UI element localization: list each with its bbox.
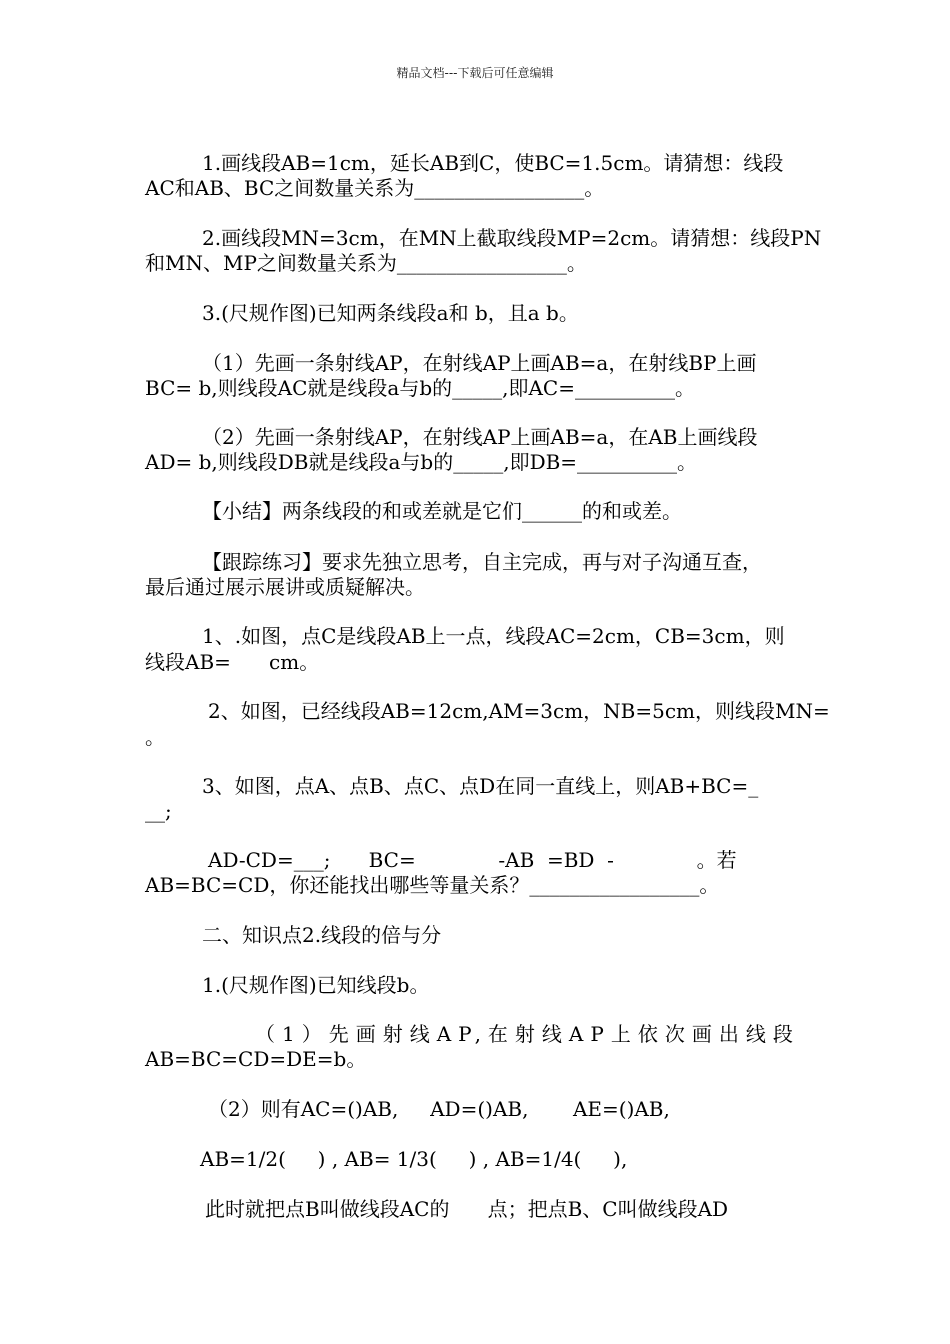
section-problem-1-part-2-line-1: （2）则有AC=()AB, AD=()AB, AE=()AB, [208,1097,670,1121]
practice-2-line-1: 2、如图，已经线段AB=12cm,AM=3cm，NB=5cm，则线段MN= [208,699,830,723]
practice-3-line-2: __; [145,799,172,823]
practice-intro-line-2: 最后通过展示展讲或质疑解决。 [145,575,425,599]
problem-3-part-2-line-2: AD= b,则线段DB就是线段a与b的_____,即DB=__________。 [145,450,698,474]
page-header: 精品文档---下载后可任意编辑 [396,66,554,80]
practice-2-line-2: 。 [145,725,165,749]
practice-1-line-1: 1、.如图，点C是线段AB上一点，线段AC=2cm，CB=3cm，则 [202,624,785,648]
problem-2-line-2: 和MN、MP之间数量关系为_________________。 [145,251,587,275]
section-problem-1-part-1-line-2: AB=BC=CD=DE=b。 [145,1047,367,1071]
practice-3-line-3: AD-CD=___; BC= -AB =BD - 。若 [208,848,737,872]
practice-3-line-4: AB=BC=CD，你还能找出哪些等量关系？_________________。 [145,873,720,897]
practice-intro-line-1: 【跟踪练习】要求先独立思考，自主完成，再与对子沟通互查， [202,550,762,574]
problem-1-line-2: AC和AB、BC之间数量关系为_________________。 [145,176,605,200]
section-heading: 二、知识点2.线段的倍与分 [202,923,442,947]
practice-3-line-1: 3、如图，点A、点B、点C、点D在同一直线上，则AB+BC=_ [202,774,759,798]
section-problem-1-part-1-line-1: （1）先画射线AP,在射线AP上依次画出线段 [255,1022,800,1046]
practice-1-line-2: 线段AB= cm。 [145,650,320,674]
problem-3-part-2-line-1: （2）先画一条射线AP，在射线AP上画AB=a，在AB上画线段 [202,425,758,449]
section-problem-1-part-2-line-3: 此时就把点B叫做线段AC的 点；把点B、C叫做线段AD [205,1197,729,1221]
problem-2-line-1: 2.画线段MN=3cm，在MN上截取线段MP=2cm。请猜想：线段PN [202,226,822,250]
problem-3-part-1-line-2: BC= b,则线段AC就是线段a与b的_____,即AC=__________。 [145,376,695,400]
section-problem-1: 1.(尺规作图)已知线段b。 [202,973,430,997]
summary: 【小结】两条线段的和或差就是它们______的和或差。 [202,499,682,523]
problem-1-line-1: 1.画线段AB=1cm，延长AB到C，使BC=1.5cm。请猜想：线段 [202,151,784,175]
problem-3-heading: 3.(尺规作图)已知两条线段a和 b，且a b。 [202,301,579,325]
section-problem-1-part-2-line-2: AB=1/2( ) , AB= 1/3( ) , AB=1/4( ), [200,1147,628,1171]
problem-3-part-1-line-1: （1）先画一条射线AP，在射线AP上画AB=a，在射线BP上画 [202,351,757,375]
